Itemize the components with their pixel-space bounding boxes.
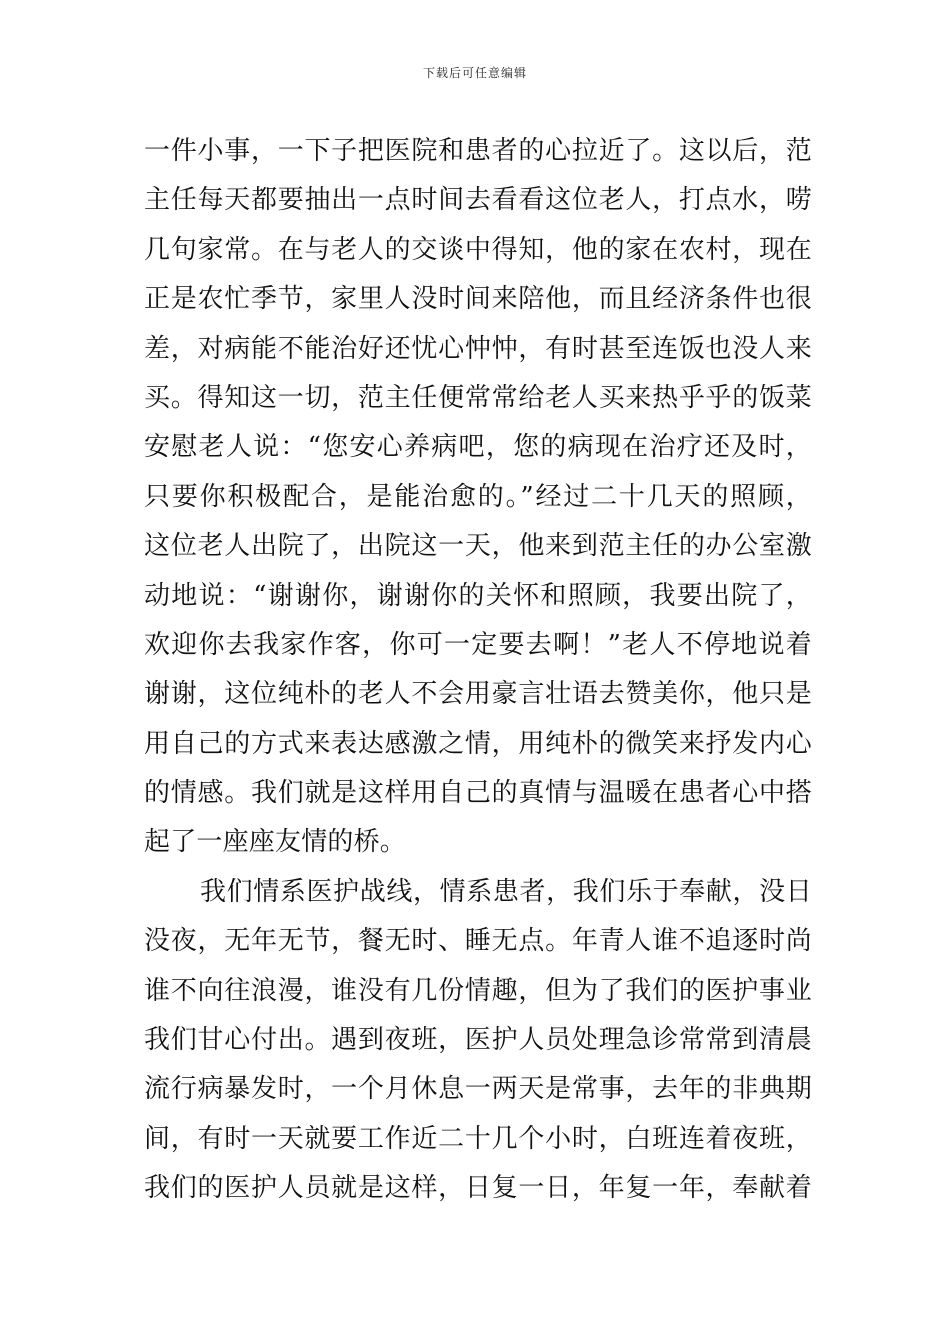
text-line: 我们甘心付出。遇到夜班，医护人员处理急诊常常到清晨 [144, 1025, 812, 1056]
paragraph-end-line: 起了一座座友情的桥。 [144, 827, 407, 858]
text-line: 这位老人出院了，出院这一天，他来到范主任的办公室激 [144, 531, 812, 562]
text-line: 欢迎你去我家作客，你可一定要去啊！”老人不停地说着 [144, 629, 812, 660]
text-line: 差，对病能不能治好还忧心忡忡，有时甚至连饭也没人来 [144, 333, 812, 364]
text-line: 谢谢，这位纯朴的老人不会用豪言壮语去赞美你，他只是 [144, 679, 812, 710]
text-line: 买。得知这一切，范主任便常常给老人买来热乎乎的饭菜 [144, 382, 812, 413]
body-text [144, 127, 812, 1214]
text-line: 正是农忙季节，家里人没时间来陪他，而且经济条件也很 [144, 284, 812, 315]
header-note: 下载后可任意编辑 [422, 66, 527, 80]
paragraph-start-line: 我们情系医护战线，情系患者，我们乐于奉献，没日 [200, 876, 812, 907]
text-line: 流行病暴发时，一个月休息一两天是常事，去年的非典期 [144, 1074, 812, 1105]
text-line: 一件小事，一下子把医院和患者的心拉近了。这以后，范 [144, 136, 812, 166]
text-line: 的情感。我们就是这样用自己的真情与温暖在患者心中搭 [144, 778, 812, 809]
text-line: 安慰老人说：“您安心养病吧，您的病现在治疗还及时， [144, 432, 812, 463]
text-line: 谁不向往浪漫，谁没有几份情趣，但为了我们的医护事业 [144, 975, 812, 1006]
text-line: 动地说：“谢谢你，谢谢你的关怀和照顾，我要出院了， [144, 580, 812, 611]
text-line: 用自己的方式来表达感激之情，用纯朴的微笑来抒发内心 [144, 728, 812, 759]
text-line: 没夜，无年无节，餐无时、睡无点。年青人谁不追逐时尚 [144, 926, 812, 957]
text-line: 只要你积极配合，是能治愈的。”经过二十几天的照顾， [144, 481, 812, 512]
text-line: 几句家常。在与老人的交谈中得知，他的家在农村，现在 [144, 234, 812, 265]
text-line: 主任每天都要抽出一点时间去看看这位老人，打点水，唠 [144, 185, 812, 216]
text-line: 间，有时一天就要工作近二十几个小时，白班连着夜班， [144, 1123, 812, 1154]
text-line: 我们的医护人员就是这样，日复一日，年复一年，奉献着 [144, 1173, 812, 1204]
